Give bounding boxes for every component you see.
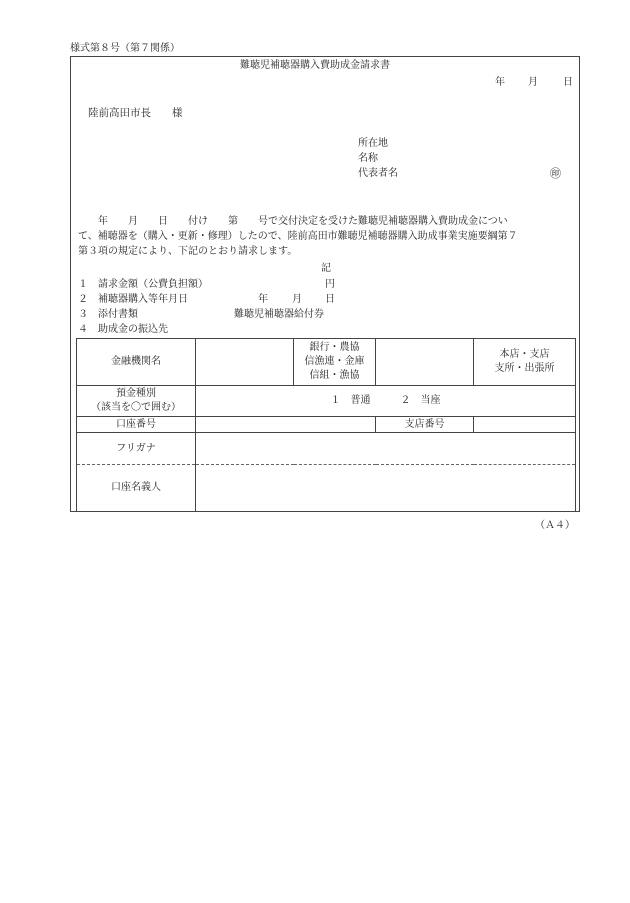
table-row (77, 339, 576, 386)
deposit-type-options[interactable]: １ 普通 ２ 当座 (196, 386, 576, 417)
branch-type-option: 本店・支店 (499, 349, 550, 360)
item-2-year: 年 (258, 294, 268, 305)
item-1-unit: 円 (325, 279, 335, 290)
table-row (77, 433, 576, 465)
item-3-label: 添付書類 (98, 309, 138, 320)
item-3-number: ３ (78, 309, 88, 320)
document-title: 難聴児補聴器購入費助成金請求書 (240, 60, 390, 71)
table-row (77, 386, 576, 417)
date-year-label: 年 (495, 77, 505, 88)
account-number-label: 口座番号 (77, 417, 196, 433)
representative-label: 代表者名 (358, 168, 398, 179)
form-number: 様式第８号（第７関係） (70, 43, 180, 54)
branch-type-cell (474, 339, 576, 386)
address-label: 所在地 (358, 138, 388, 149)
table-row (77, 465, 576, 512)
table-row (77, 417, 576, 433)
branch-number-label: 支店番号 (376, 417, 474, 433)
request-paragraph (78, 214, 578, 259)
date-month-label: 月 (528, 77, 538, 88)
item-2-day: 日 (325, 294, 335, 305)
item-1-label: 請求金額（公費負担額） (98, 279, 208, 290)
item-2-label: 補聴器購入等年月日 (98, 294, 188, 305)
paper-size-note: （Ａ４） (535, 520, 575, 531)
addressee: 陸前高田市長 様 (88, 107, 183, 119)
branch-name-cell[interactable] (376, 339, 474, 386)
paragraph-line: 年 月 日 付け 第 号で交付決定を受けた難聴児補聴器購入費助成金につい (78, 216, 508, 227)
item-4-number: ４ (78, 324, 88, 335)
paragraph-line: て、補聴器を（購入・更新・修理）したので、陸前高田市難聴児補聴器購入助成事業実施要綱第７ (78, 231, 518, 242)
deposit-type-label (77, 386, 196, 417)
name-label: 名称 (358, 153, 378, 164)
bank-account-table (76, 338, 576, 512)
branch-type-option: 支所・出張所 (494, 363, 555, 374)
account-holder-label: 口座名義人 (77, 465, 196, 512)
seal-mark: ㊞ (550, 167, 561, 180)
item-1-number: １ (78, 279, 88, 290)
account-holder-field[interactable] (196, 465, 576, 512)
item-4-label: 助成金の振込先 (98, 324, 168, 335)
institution-type-cell (294, 339, 376, 386)
furigana-field[interactable] (196, 433, 576, 465)
paragraph-line: 第３項の規定により、下記のとおり請求します。 (78, 246, 298, 257)
branch-number-field[interactable] (474, 417, 576, 433)
account-number-field[interactable] (196, 417, 376, 433)
furigana-label: フリガナ (77, 433, 196, 465)
institution-name-cell[interactable] (196, 339, 294, 386)
institution-type-option: 銀行・農協 (309, 342, 360, 353)
item-2-month: 月 (292, 294, 302, 305)
item-3-value: 難聴児補聴器給付券 (234, 309, 324, 320)
deposit-type-label-line: （該当を〇で囲む） (91, 402, 181, 413)
institution-label: 金融機関名 (77, 339, 196, 386)
date-day-label: 日 (563, 77, 573, 88)
ki-heading: 記 (321, 263, 331, 274)
institution-type-option: 信漁連・金庫 (304, 356, 365, 367)
deposit-type-label-line: 預金種別 (116, 388, 156, 399)
institution-type-option: 信組・漁協 (309, 370, 360, 381)
item-2-number: ２ (78, 294, 88, 305)
